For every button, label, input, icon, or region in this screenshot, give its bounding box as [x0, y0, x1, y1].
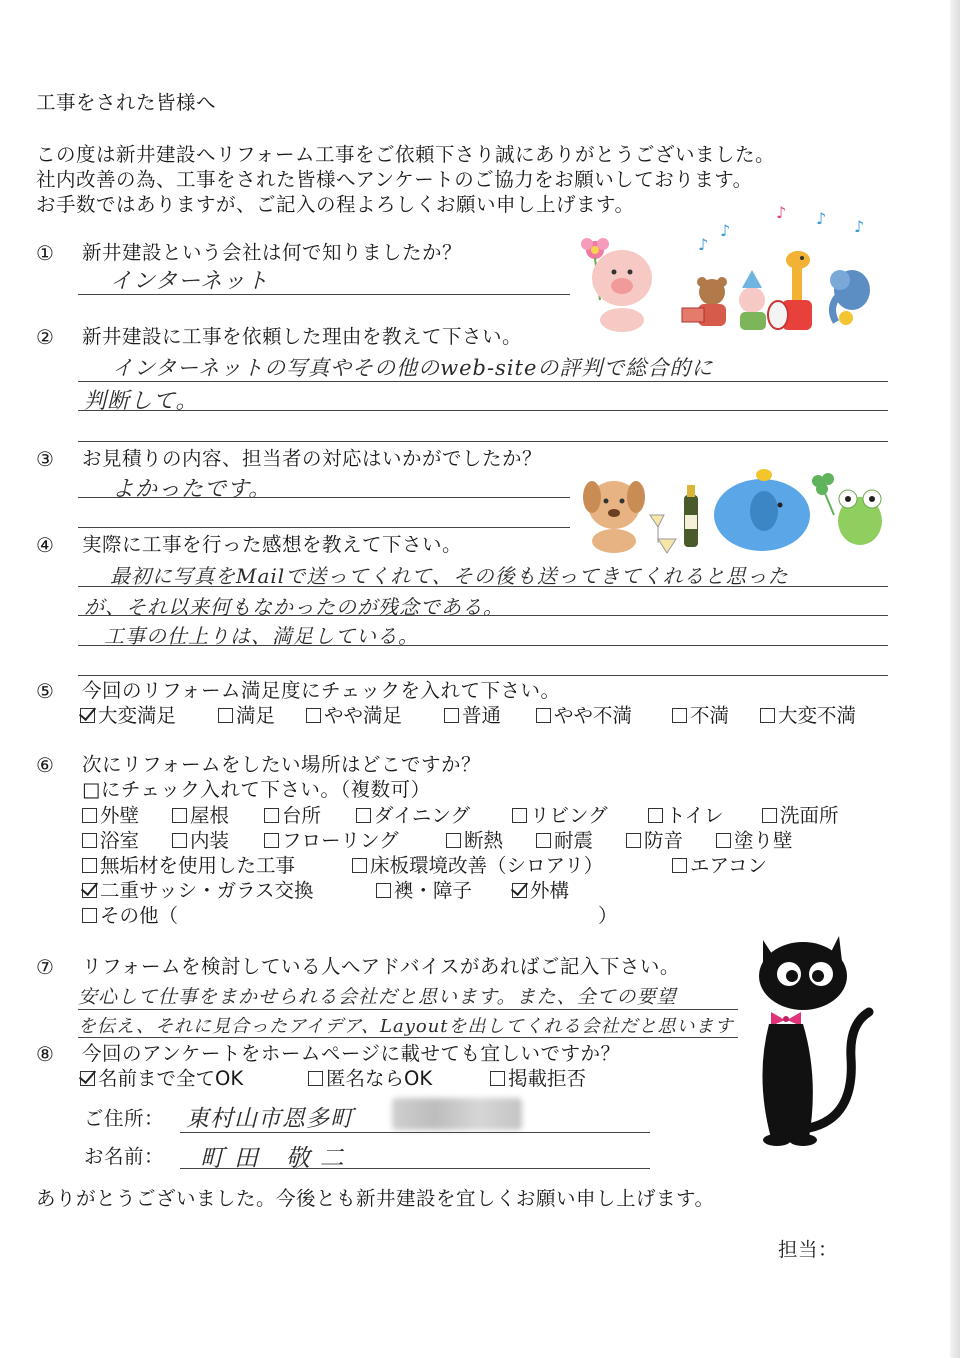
checkbox-icon [716, 833, 731, 848]
q7-number: ⑦ [36, 955, 54, 979]
animal-band-illustration [570, 200, 870, 335]
q5-option-3[interactable]: やや満足 [306, 704, 402, 728]
checkbox-icon [760, 708, 775, 723]
checkbox-icon [536, 833, 551, 848]
q4-answer-line-3: 工事の仕上りは、満足している。 [104, 624, 419, 648]
checkbox-icon [536, 708, 551, 723]
q3-number: ③ [36, 447, 54, 471]
checkbox-icon [444, 708, 459, 723]
pig-with-flower-icon [581, 238, 652, 332]
elephant-icon [714, 469, 810, 551]
q7-line-1 [78, 1009, 738, 1010]
q6-option[interactable]: リビング [512, 804, 608, 828]
giraffe-drum-icon [768, 251, 812, 330]
q6-option[interactable]: 塗り壁 [716, 829, 793, 853]
q6-option-other[interactable]: その他（ [82, 904, 178, 928]
q6-option[interactable]: 無垢材を使用した工事 [82, 854, 295, 878]
dog-icon [583, 481, 645, 553]
q6-option[interactable]: フローリング [264, 829, 399, 853]
checkbox-icon [376, 883, 391, 898]
q1-answer: インターネット [110, 269, 270, 294]
q2-answer-line-1: インターネットの写真やその他のweb-siteの評判で総合的に [112, 356, 714, 380]
q5-option-6[interactable]: 不満 [672, 704, 729, 728]
checkbox-icon [264, 833, 279, 848]
q5-option-2[interactable]: 満足 [218, 704, 275, 728]
elephant-horn-icon [830, 270, 870, 325]
q4-number: ④ [36, 533, 54, 557]
checkbox-icon [82, 833, 97, 848]
checkbox-icon [172, 833, 187, 848]
q1-number: ① [36, 241, 54, 265]
q6-option[interactable]: 台所 [264, 804, 321, 828]
champagne-bottle-icon [684, 485, 698, 547]
q6-option[interactable]: 襖・障子 [376, 879, 472, 903]
q1-question: 新井建設という会社は何で知りましたか？ [82, 241, 463, 264]
checkbox-icon [308, 1071, 323, 1086]
name-label: お名前： [84, 1145, 165, 1168]
q8-option-3[interactable]: 掲載拒否 [490, 1067, 586, 1091]
q6-note: □にチェック入れて下さい。（複数可） [82, 778, 431, 801]
checkbox-icon [648, 808, 663, 823]
checkbox-icon [306, 708, 321, 723]
q6-option-checked[interactable]: 二重サッシ・ガラス交換 [82, 879, 314, 903]
wine-glass-icons [650, 515, 676, 553]
checkbox-icon [672, 708, 687, 723]
bear-drummer-icon [682, 277, 727, 326]
q8-option-1[interactable]: 名前まで全てOK [80, 1067, 243, 1091]
q6-option[interactable]: 外壁 [82, 804, 139, 828]
staff-label: 担当： [778, 1238, 839, 1261]
checkbox-icon [762, 808, 777, 823]
checkbox-icon [446, 833, 461, 848]
page-edge-shadow [950, 0, 960, 1358]
checkbox-icon [172, 808, 187, 823]
q4-line-3 [78, 645, 888, 646]
checkbox-icon [672, 858, 687, 873]
checkbox-checked-icon [80, 1071, 95, 1086]
checkbox-icon [82, 858, 97, 873]
q6-question: 次にリフォームをしたい場所はどこですか？ [82, 753, 482, 776]
q6-option[interactable]: 洗面所 [762, 804, 839, 828]
q8-option-2[interactable]: 匿名ならOK [308, 1067, 432, 1091]
address-value: 東村山市恩多町 [186, 1106, 354, 1132]
q2-line-3 [78, 441, 888, 442]
q3-line-2 [78, 527, 570, 528]
q2-question: 新井建設に工事を依頼した理由を教えて下さい。 [82, 325, 523, 348]
q5-option-1[interactable]: 大変満足 [80, 704, 176, 728]
q8-number: ⑧ [36, 1042, 54, 1066]
q6-option[interactable]: 断熱 [446, 829, 503, 853]
checkbox-checked-icon [512, 883, 527, 898]
q6-number: ⑥ [36, 753, 54, 777]
q6-option[interactable]: 屋根 [172, 804, 229, 828]
q7-question: リフォームを検討している人へアドバイスがあればご記入下さい。 [82, 955, 680, 978]
svg-text:♪: ♪ [816, 209, 827, 228]
q4-line-4 [78, 675, 888, 676]
q8-question: 今回のアンケートをホームページに載せても宜しいですか？ [82, 1042, 621, 1065]
address-label: ご住所： [84, 1107, 165, 1130]
party-animals-illustration [572, 455, 902, 555]
name-value: 町田 敬二 [200, 1144, 354, 1172]
checkbox-icon [356, 808, 371, 823]
svg-text:♪: ♪ [698, 235, 709, 254]
checkbox-icon [82, 908, 97, 923]
q4-answer-line-2: が、それ以来何もなかったのが残念である。 [84, 595, 504, 619]
intro-line-2: 社内改善の為、工事をされた皆様へアンケートのご協力をお願いしております。 [36, 168, 753, 191]
q3-answer: よかったです。 [112, 477, 272, 502]
q6-other-close: ） [598, 904, 618, 927]
checkbox-icon [352, 858, 367, 873]
checkbox-icon [82, 808, 97, 823]
q4-line-1 [78, 586, 888, 587]
svg-text:♪: ♪ [854, 217, 865, 236]
music-note-icons [698, 203, 864, 254]
frog-with-clover-icon [812, 473, 882, 545]
q6-option[interactable]: ダイニング [356, 804, 470, 828]
intro-line-1: この度は新井建設へリフォーム工事をご依頼下さり誠にありがとうございました。 [36, 143, 776, 166]
svg-text:♪: ♪ [776, 203, 787, 222]
q6-option[interactable]: トイレ [648, 804, 724, 828]
q7-line-2 [78, 1037, 738, 1038]
redacted-block [392, 1098, 522, 1130]
address-line [180, 1132, 650, 1133]
pig-trumpet-icon [739, 270, 766, 330]
q5-option-7[interactable]: 大変不満 [760, 704, 856, 728]
q6-option-checked[interactable]: 外構 [512, 879, 569, 903]
q6-option[interactable]: 床板環境改善（シロアリ） [352, 854, 603, 878]
q5-option-4[interactable]: 普通 [444, 704, 501, 728]
q6-option[interactable]: エアコン [672, 854, 767, 878]
q6-option[interactable]: 浴室 [82, 829, 139, 853]
intro-line-3: お手数ではありますが、ご記入の程よろしくお願い申し上げます。 [36, 193, 635, 216]
q6-option[interactable]: 内装 [172, 829, 229, 853]
q7-answer-line-1: 安心して仕事をまかせられる会社だと思います。また、全ての要望 [78, 986, 677, 1008]
q2-line-1 [78, 381, 888, 382]
q2-number: ② [36, 325, 54, 349]
q3-question: お見積りの内容、担当者の対応はいかがでしたか？ [82, 447, 543, 470]
q2-answer-line-2: 判断して。 [84, 389, 199, 414]
checkbox-checked-icon [80, 708, 95, 723]
q2-line-2 [78, 410, 888, 411]
name-line [180, 1168, 650, 1169]
svg-text:♪: ♪ [720, 221, 731, 240]
checkbox-icon [512, 808, 527, 823]
q7-answer-line-2: を伝え、それに見合ったアイデア、Layoutを出してくれる会社だと思います [78, 1016, 734, 1037]
q5-question: 今回のリフォーム満足度にチェックを入れて下さい。 [82, 679, 561, 702]
q4-question: 実際に工事を行った感想を教えて下さい。 [82, 533, 463, 556]
q6-option[interactable]: 防音 [626, 829, 683, 853]
q3-line-1 [78, 497, 570, 498]
q4-answer-line-1: 最初に写真をMailで送ってくれて、その後も送ってきてくれると思った [110, 564, 789, 588]
q1-line [78, 294, 570, 295]
greeting: 工事をされた皆様へ [36, 91, 217, 114]
closing-text: ありがとうございました。今後とも新井建設を宜しくお願い申し上げます。 [36, 1187, 715, 1210]
checkbox-icon [264, 808, 279, 823]
checkbox-icon [218, 708, 233, 723]
black-cat-illustration [745, 928, 885, 1163]
checkbox-checked-icon [82, 883, 97, 898]
q5-number: ⑤ [36, 679, 54, 703]
q5-option-5[interactable]: やや不満 [536, 704, 632, 728]
checkbox-icon [626, 833, 641, 848]
q4-line-2 [78, 615, 888, 616]
q6-option[interactable]: 耐震 [536, 829, 593, 853]
checkbox-icon [490, 1071, 505, 1086]
